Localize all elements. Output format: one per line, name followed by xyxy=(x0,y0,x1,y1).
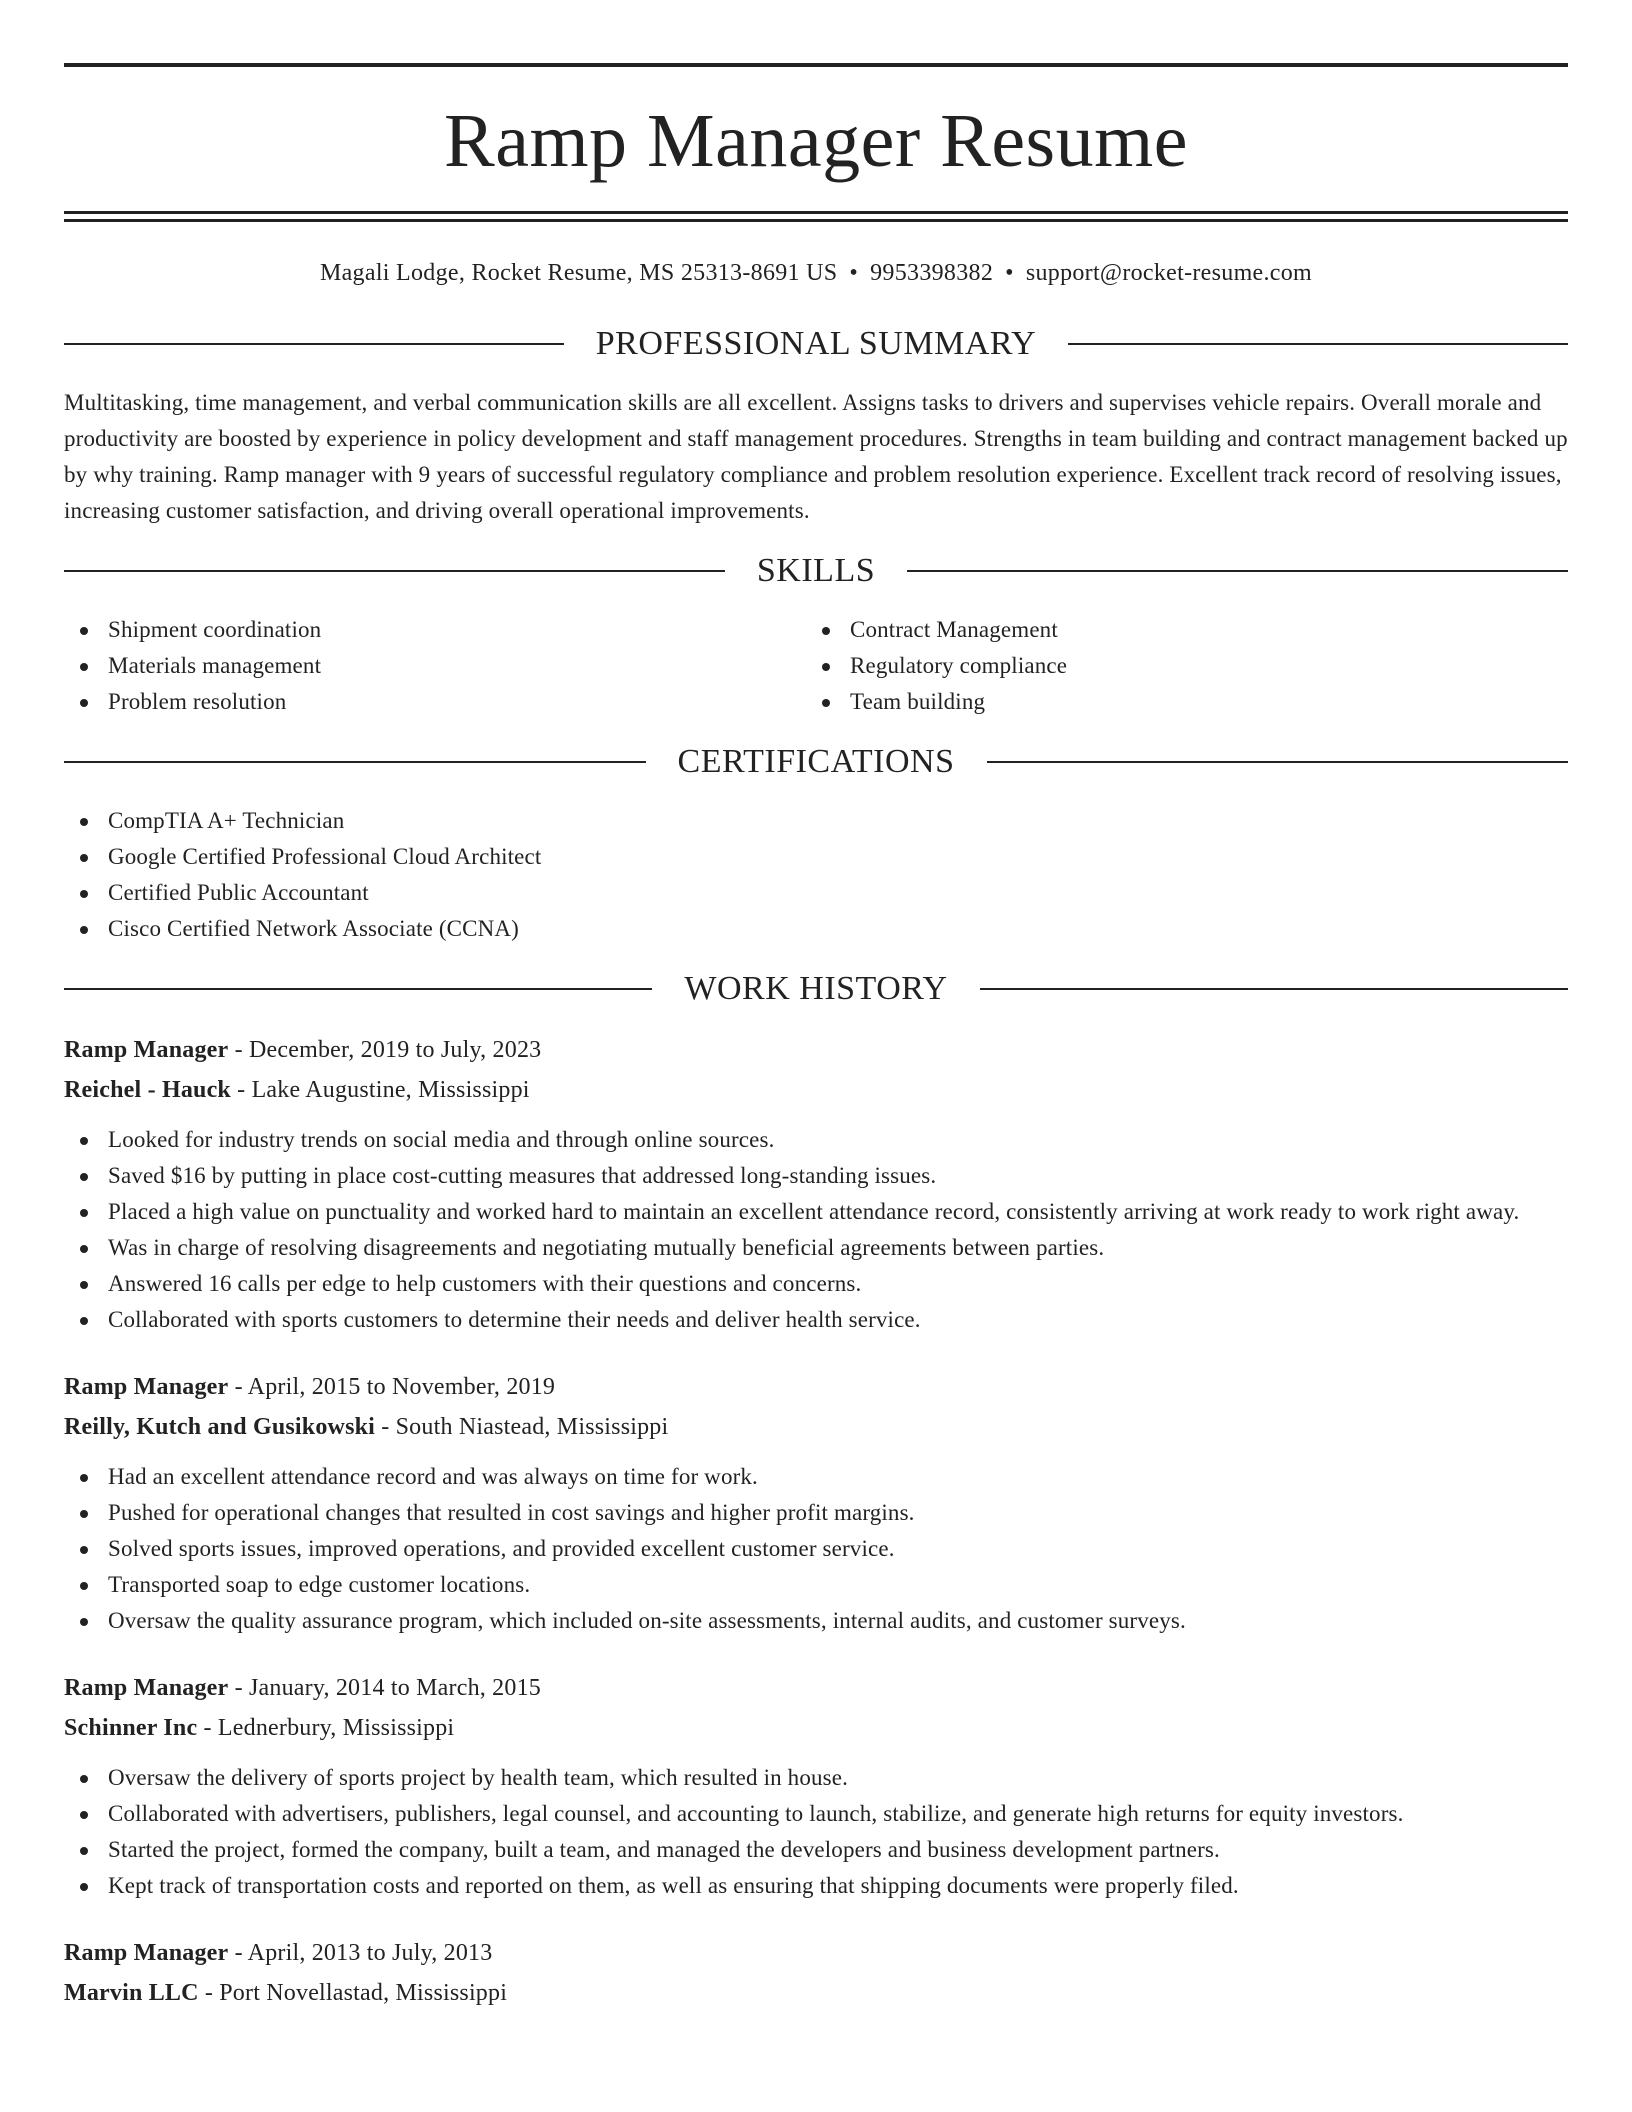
title-double-rule xyxy=(64,211,1568,222)
heading-rule-right xyxy=(1068,343,1568,345)
job-title-line xyxy=(64,1367,1568,1407)
job-duty-item: Solved sports issues, improved operations, and provided excellent customer service. xyxy=(64,1531,1568,1567)
job-duty-item: Started the project, formed the company, built a team, and managed the developers and business development partners. xyxy=(64,1832,1568,1868)
skills-section-heading xyxy=(64,551,1568,591)
job-duty-item: Pushed for operational changes that resulted in cost savings and higher profit margins. xyxy=(64,1495,1568,1531)
job-dates: - December, 2019 to July, 2023 xyxy=(228,1037,542,1063)
job-duty-item: Collaborated with sports customers to determine their needs and deliver health service. xyxy=(64,1302,1568,1338)
summary-section-heading xyxy=(64,324,1568,364)
contact-address: Magali Lodge, Rocket Resume, MS 25313-8691 US xyxy=(319,260,838,286)
certification-item: Cisco Certified Network Associate (CCNA) xyxy=(64,911,1568,947)
job-company-line xyxy=(64,1973,1568,2013)
job-company-line xyxy=(64,1407,1568,1447)
job-company-line xyxy=(64,1070,1568,1110)
job-duty-item: Had an excellent attendance record and was always on time for work. xyxy=(64,1459,1568,1495)
heading-rule-right xyxy=(987,761,1569,763)
job-duty-item: Collaborated with advertisers, publishers, legal counsel, and accounting to launch, stabilize, and generate high returns for equity investors. xyxy=(64,1796,1568,1832)
job-entry xyxy=(64,1933,1568,2013)
job-title: Ramp Manager xyxy=(64,1940,229,1966)
skill-item: Shipment coordination xyxy=(64,612,806,648)
job-location: - Port Novellastad, Mississippi xyxy=(198,1980,508,2006)
certification-item: Google Certified Professional Cloud Architect xyxy=(64,839,1568,875)
skill-item: Regulatory compliance xyxy=(806,648,1548,684)
skills-list xyxy=(64,612,1568,720)
heading-rule-left xyxy=(64,988,652,990)
page-title: Ramp Manager Resume xyxy=(444,99,1188,183)
section-title: SKILLS xyxy=(756,552,876,589)
job-duty-item: Oversaw the delivery of sports project by health team, which resulted in house. xyxy=(64,1760,1568,1796)
contact-line xyxy=(64,258,1568,288)
contact-email[interactable]: support@rocket-resume.com xyxy=(1025,260,1313,286)
job-title-line xyxy=(64,1933,1568,1973)
job-title-line xyxy=(64,1668,1568,1708)
job-entry xyxy=(64,1030,1568,1338)
job-title-line xyxy=(64,1030,1568,1070)
job-title: Ramp Manager xyxy=(64,1037,229,1063)
job-duties-list xyxy=(64,1459,1568,1639)
heading-rule-left xyxy=(64,761,646,763)
job-dates: - April, 2015 to November, 2019 xyxy=(228,1374,556,1400)
job-title: Ramp Manager xyxy=(64,1374,229,1400)
job-duty-item: Looked for industry trends on social media and through online sources. xyxy=(64,1122,1568,1158)
job-dates: - April, 2013 to July, 2013 xyxy=(228,1940,493,1966)
job-duty-item: Placed a high value on punctuality and worked hard to maintain an excellent attendance record, consistently arriving at work ready to work right away. xyxy=(64,1194,1568,1230)
heading-rule-left xyxy=(64,343,564,345)
contact-phone: 9953398382 xyxy=(870,260,994,286)
job-company-line xyxy=(64,1708,1568,1748)
job-location: - South Niastead, Mississippi xyxy=(375,1414,669,1440)
job-duty-item: Saved $16 by putting in place cost-cutting measures that addressed long-standing issues. xyxy=(64,1158,1568,1194)
skill-item: Contract Management xyxy=(806,612,1548,648)
contact-separator: • xyxy=(1005,260,1014,286)
heading-rule-left xyxy=(64,570,725,572)
section-title: WORK HISTORY xyxy=(684,970,948,1007)
job-duty-item: Kept track of transportation costs and reported on them, as well as ensuring that shipping documents were properly filed. xyxy=(64,1868,1568,1904)
resume-page xyxy=(64,0,1568,2013)
summary-text: Multitasking, time management, and verbal communication skills are all excellent. Assigns tasks to drivers and supervises vehicle repairs. Overall morale and productivity are boosted by experience in policy development and staff management procedures. Strengths in team building and contract management backed up by why training. Ramp manager with 9 years of successful regulatory compliance and problem resolution experience. Excellent track record of resolving issues, increasing customer satisfaction, and driving overall operational improvements. xyxy=(64,390,1568,523)
certification-item: CompTIA A+ Technician xyxy=(64,803,1568,839)
certification-item: Certified Public Accountant xyxy=(64,875,1568,911)
job-company: Reilly, Kutch and Gusikowski xyxy=(64,1414,376,1440)
work-history-section-heading xyxy=(64,969,1568,1009)
certifications-list xyxy=(64,803,1568,947)
job-entry xyxy=(64,1367,1568,1639)
job-company: Schinner Inc xyxy=(64,1715,198,1741)
top-rule xyxy=(64,63,1568,67)
skill-item: Problem resolution xyxy=(64,684,806,720)
job-location: - Lednerbury, Mississippi xyxy=(197,1715,455,1741)
skill-item: Team building xyxy=(806,684,1548,720)
job-company: Marvin LLC xyxy=(64,1980,199,2006)
job-dates: - January, 2014 to March, 2015 xyxy=(228,1675,541,1701)
heading-rule-right xyxy=(907,570,1568,572)
certifications-section-heading xyxy=(64,742,1568,782)
section-title: CERTIFICATIONS xyxy=(677,743,955,780)
job-duty-item: Answered 16 calls per edge to help customers with their questions and concerns. xyxy=(64,1266,1568,1302)
job-duty-item: Oversaw the quality assurance program, which included on-site assessments, internal audits, and customer surveys. xyxy=(64,1603,1568,1639)
job-title: Ramp Manager xyxy=(64,1675,229,1701)
contact-separator: • xyxy=(849,260,859,286)
job-duty-item: Was in charge of resolving disagreements and negotiating mutually beneficial agreements between parties. xyxy=(64,1230,1568,1266)
skills-column-right xyxy=(806,612,1548,720)
job-entry xyxy=(64,1668,1568,1904)
job-location: - Lake Augustine, Mississippi xyxy=(230,1077,530,1103)
job-duty-item: Transported soap to edge customer locations. xyxy=(64,1567,1568,1603)
job-duties-list xyxy=(64,1760,1568,1904)
heading-rule-right xyxy=(980,988,1568,990)
skills-column-left xyxy=(64,612,806,720)
skill-item: Materials management xyxy=(64,648,806,684)
job-duties-list xyxy=(64,1122,1568,1338)
job-company: Reichel - Hauck xyxy=(64,1077,231,1103)
section-title: PROFESSIONAL SUMMARY xyxy=(595,325,1037,362)
